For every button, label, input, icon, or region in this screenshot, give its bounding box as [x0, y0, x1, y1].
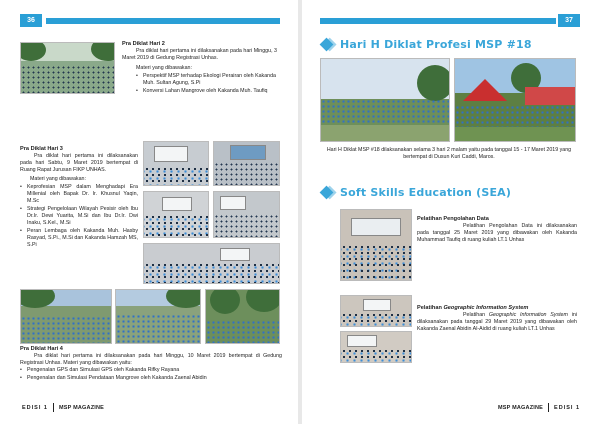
hari-h-caption: Hari H Diklat MSP #18 dilaksanakan selama 3 hari 2 malam yaitu pada tanggal 15 - 17 Maret 2019 yang bertempat di Dusun Kuri Caddi, Maros. [326, 147, 572, 160]
sea-data-body: Pelatihan Pengolahan Data ini dilaksanakan pada tanggal 25 Maret 2019 yang dibawakan oleh Kakanda Muhammad Taufiq di ruang kuliah LT.1 Unhas [417, 223, 577, 243]
day3-materi-label: Materi yang dibawakan: [30, 176, 86, 182]
diamond-icon [320, 38, 334, 52]
list-item: • Strategi Pengelolaan Wilayah Pesisir oleh Ibu Dr.Ir. Dewi Yuarita, M.Si dan Ibu Dr.Ir. Dwi Inaku, S.Kel., M.Si [20, 206, 138, 227]
sea-gis-body-prefix: Pelatihan [463, 312, 486, 318]
footer-separator [53, 403, 54, 412]
list-item: • Konversi Lahan Mangrove oleh Kakanda Muh. Taufiq [136, 88, 277, 95]
sea-data-block [417, 216, 577, 244]
section-title-hari-h-text: Hari H Diklat Profesi MSP #18 [340, 38, 532, 51]
top-accent-bar-left [46, 18, 280, 24]
page-number-right: 37 [558, 14, 580, 27]
photo-sea-data [340, 209, 412, 281]
sea-gis-body [417, 312, 577, 333]
day2-block [122, 41, 277, 96]
sea-gis-body-rest: ini dilaksanakan pada tanggal 29 Maret 2019 yang dibawakan oleh Kakanda Zaenal Abidin Al-Aidid di ruang kuliah LT.1 Unhas [417, 312, 577, 332]
day3-body: Pra diklat hari pertama ini dilaksanakan pada hari Sabtu, 9 Maret 2019 bertempat di Ruang Rapat Jurusan FIKP UNHAS. [20, 153, 138, 173]
footer-left [22, 403, 104, 412]
photo-day4-c [205, 289, 280, 344]
footer-edition: EDISI 1 [554, 404, 580, 411]
sea-gis-heading [417, 305, 577, 312]
footer-right [498, 403, 580, 412]
day2-body: Pra diklat hari pertama ini dilaksanakan pada hari Minggu, 3 Maret 2019 di Gedung Registrasi Unhas. [122, 48, 277, 61]
day3-block [20, 146, 138, 250]
photo-hari-h-tents [454, 58, 576, 142]
photo-day3-a [143, 141, 209, 186]
list-item: • Keprofesian MSP dalam Menghadapi Era Millenial oleh Bapak Dr. Ir. Khusnul Yaqin, M.Sc [20, 184, 138, 205]
list-item: • Pengenalan dan Simulasi Pendataan Mangrove oleh Kakanda Zaenal Abidin [20, 375, 282, 382]
sea-gis-body-italic: Geographic Information System [488, 312, 568, 318]
diamond-icon [320, 186, 334, 200]
sea-gis-heading-prefix: Pelatihan [417, 305, 442, 311]
list-item: • Peran Lembaga oleh Kakanda Muh. Hasby Rasyad, S.Pi., M.Si dan Kakanda Hamzah MS, S.Pi [20, 228, 138, 249]
day3-heading: Pra Diklat Hari 3 [20, 146, 63, 152]
photo-sea-gis-b [340, 331, 412, 363]
section-title-sea [320, 186, 511, 199]
photo-sea-gis-a [340, 295, 412, 327]
day4-heading: Pra Diklat Hari 4 [20, 346, 63, 352]
day4-materi-list [20, 367, 282, 382]
photo-day3-e [143, 243, 280, 284]
section-title-sea-text: Soft Skills Education (SEA) [340, 186, 512, 199]
photo-day3-d [213, 191, 280, 238]
photo-day4-b [115, 289, 201, 344]
day2-materi-label: Materi yang dibawakan: [136, 65, 192, 71]
footer-edition: EDISI 1 [22, 404, 48, 411]
photo-day4-a [20, 289, 112, 344]
page-number-left: 36 [20, 14, 42, 27]
photo-day3-b [213, 141, 280, 186]
photo-day3-c [143, 191, 209, 238]
sea-gis-heading-italic: Geographic Information System [443, 305, 529, 311]
footer-magazine: MSP MAGAZINE [497, 404, 544, 411]
photo-day2 [20, 42, 115, 94]
footer-magazine: MSP MAGAZINE [58, 404, 105, 411]
section-title-hari-h [320, 38, 532, 51]
sea-data-heading: Pelatihan Pengolahan Data [417, 216, 489, 222]
list-item: • Pengenalan GPS dan Simulasi GPS oleh Kakanda Rifky Rayana [20, 367, 282, 374]
list-item: • Perspektif MSP terhadap Ekologi Perairan oleh Kakanda Muh. Sultan Agung, S.Pi [136, 73, 277, 87]
day3-materi-list [20, 184, 138, 249]
right-page [302, 0, 600, 424]
day4-body: Pra diklat hari pertama ini dilaksanakan pada hari Minggu, 10 Maret 2019 bertempat di Gedung Registrasi Unhas. Materi yang dibawakan yaitu: [20, 353, 282, 366]
footer-separator [548, 403, 549, 412]
left-page [0, 0, 298, 424]
day2-materi-list [122, 73, 277, 95]
day2-heading: Pra Diklat Hari 2 [122, 41, 165, 47]
sea-gis-block [417, 305, 577, 333]
top-accent-bar-right [320, 18, 556, 24]
photo-hari-h-group [320, 58, 450, 142]
day4-block [20, 346, 282, 383]
